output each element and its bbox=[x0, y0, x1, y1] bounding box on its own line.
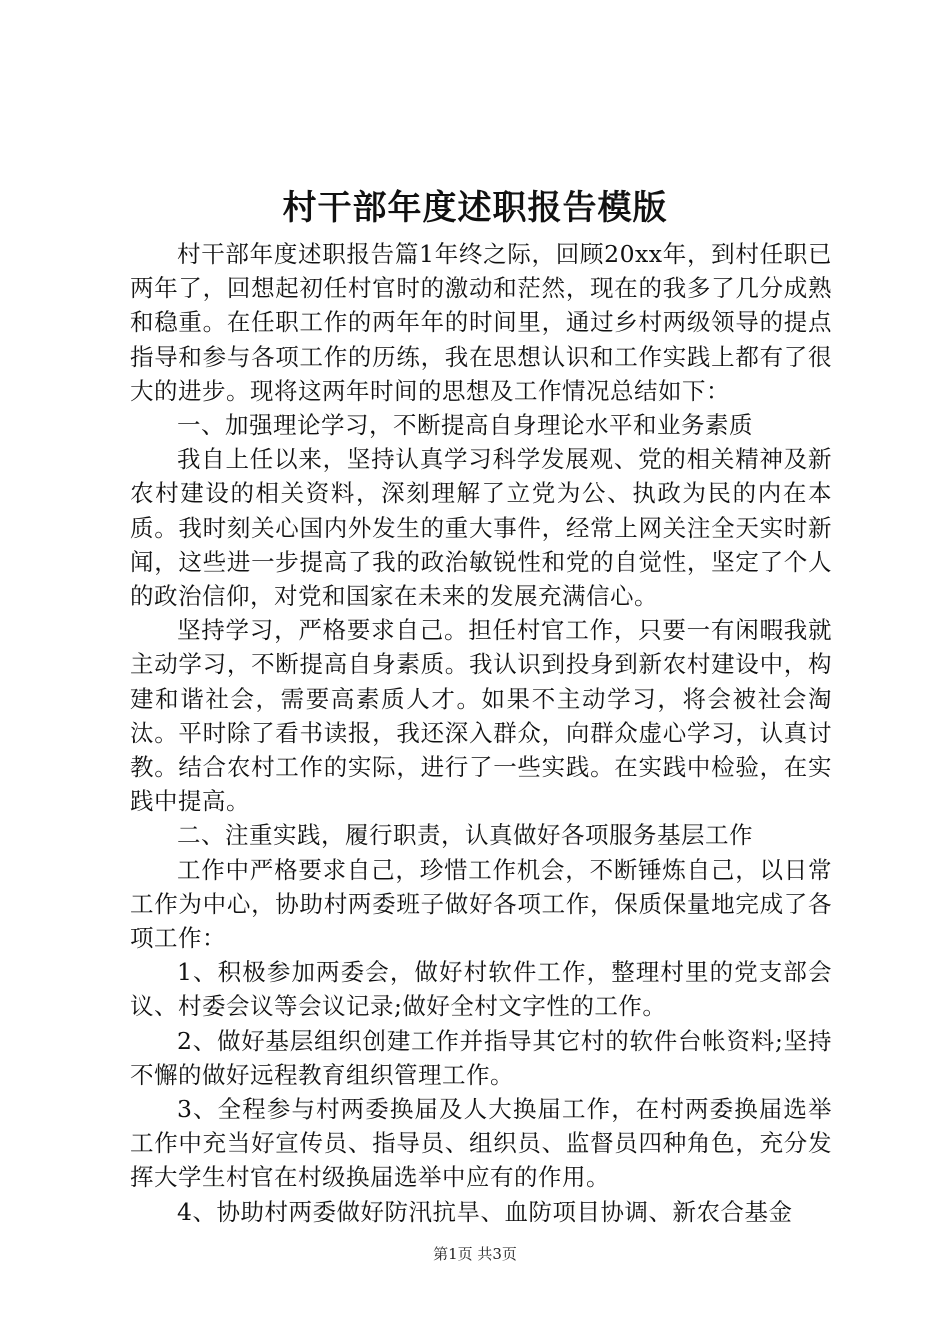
paragraph-theory-study: 我自上任以来，坚持认真学习科学发展观、党的相关精神及新农村建设的相关资料，深刻理解了立党为公、执政为民的内在本质。我时刻关心国内外发生的重大事件，经常上网关注全天实时新闻，这些进一步提高了我的政治敏锐性和党的自觉性，坚定了个人的政治信仰，对党和国家在未来的发展充满信心。 bbox=[130, 445, 832, 611]
list-item-3: 3、全程参与村两委换届及人大换届工作，在村两委换届选举工作中充当好宣传员、指导员、组织员、监督员四种角色，充分发挥大学生村官在村级换届选举中应有的作用。 bbox=[130, 1095, 832, 1192]
document-body bbox=[130, 237, 832, 1229]
paragraph-intro: 村干部年度述职报告篇1年终之际，回顾20xx年，到村任职已两年了，回想起初任村官时的激动和茫然，现在的我多了几分成熟和稳重。在任职工作的两年年的时间里，通过乡村两级领导的提点指导和参与各项工作的历练，我在思想认识和工作实践上都有了很大的进步。现将这两年时间的思想及工作情况总结如下： bbox=[130, 240, 832, 405]
list-item-1: 1、积极参加两委会，做好村软件工作，整理村里的党支部会议、村委会议等会议记录;做好全村文字性的工作。 bbox=[130, 958, 832, 1021]
paragraph-work-summary: 工作中严格要求自己，珍惜工作机会，不断锤炼自己，以日常工作为中心，协助村两委班子做好各项工作，保质保量地完成了各项工作： bbox=[130, 855, 832, 953]
paragraph-self-study: 坚持学习，严格要求自己。担任村官工作，只要一有闲暇我就主动学习，不断提高自身素质。我认识到投身到新农村建设中，构建和谐社会，需要高素质人才。如果不主动学习，将会被社会淘汰。平时除了看书读报，我还深入群众，向群众虚心学习，认真讨教。结合农村工作的实际，进行了一些实践。在实践中检验，在实践中提高。 bbox=[130, 616, 832, 816]
list-item-4: 4、协助村两委做好防汛抗旱、血防项目协调、新农合基金 bbox=[177, 1197, 793, 1226]
list-item-2: 2、做好基层组织创建工作并指导其它村的软件台帐资料;坚持不懈的做好远程教育组织管理工作。 bbox=[130, 1026, 832, 1089]
document-title: 村干部年度述职报告模版 bbox=[282, 188, 668, 228]
section-heading-2: 二、注重实践，履行职责，认真做好各项服务基层工作 bbox=[177, 821, 753, 850]
page-footer: 第1页 共3页 bbox=[433, 1245, 517, 1263]
section-heading-1: 一、加强理论学习，不断提高自身理论水平和业务素质 bbox=[177, 411, 753, 440]
